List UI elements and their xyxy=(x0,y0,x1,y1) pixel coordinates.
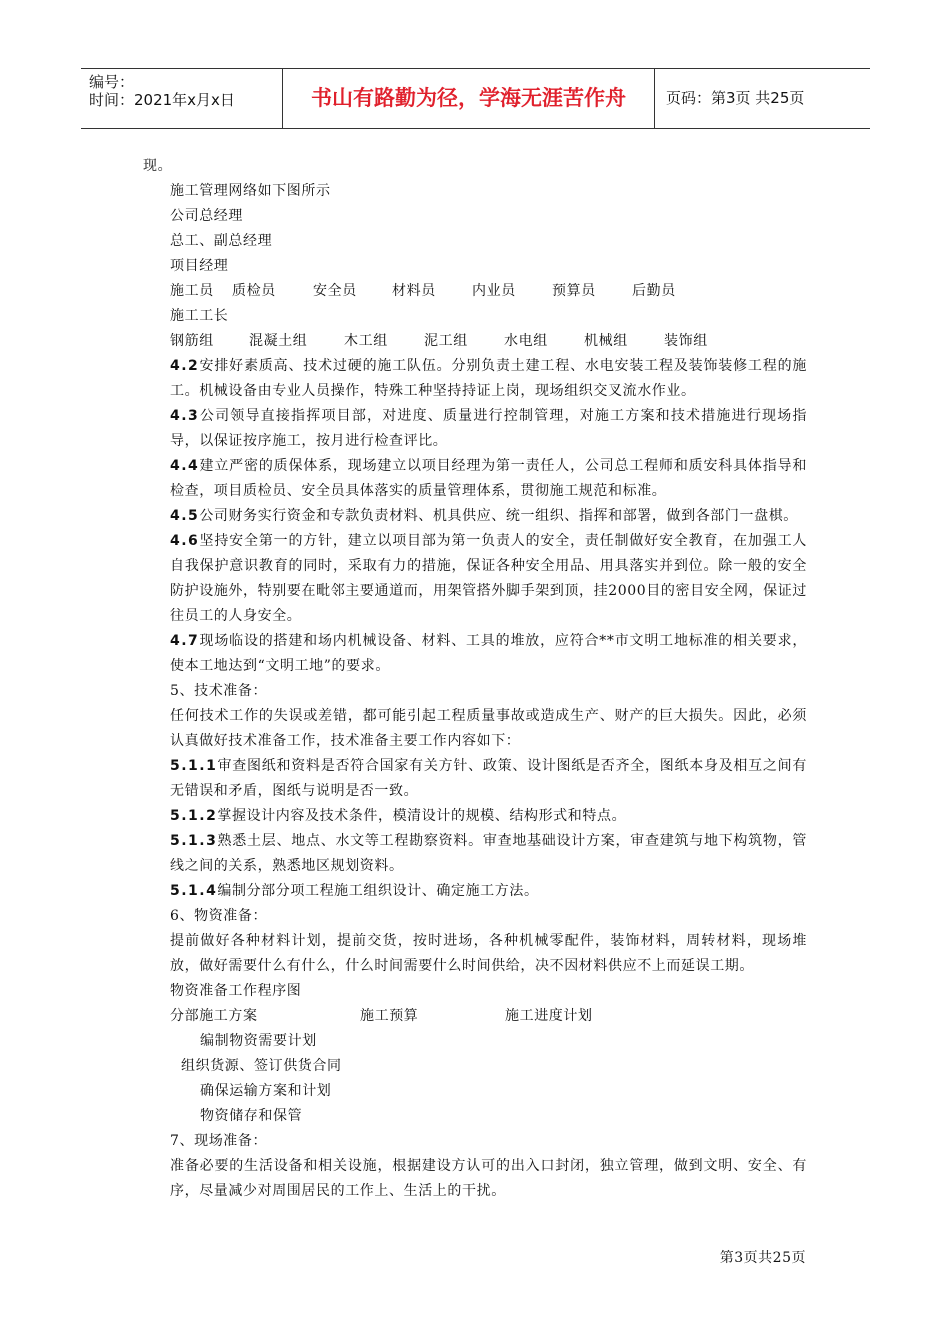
paragraph-6: 提前做好各种材料计划，提前交货，按时进场，各种机械零配件，装饰材料，周转材料，现场堆放，做好需要什么有什么，什么时间需要什么时间供给，决不因材料供应不上而延误工期。 xyxy=(170,933,807,974)
paragraph-text: 审查图纸和资料是否符合国家有关方针、政策、设计图纸是否齐全，图纸本身及相互之间有无错误和矛盾，图纸与说明是否一致。 xyxy=(170,758,807,799)
flowchart-node: 编制物资需要计划 xyxy=(200,1033,317,1049)
paragraph-text: 安排好素质高、技术过硬的施工队伍。分别负责土建工程、水电安装工程及装饰装修工程的施工。机械设备由专业人员操作，特殊工种坚持持证上岗，现场组织交叉流水作业。 xyxy=(170,358,807,399)
paragraph-text: 公司领导直接指挥项目部，对进度、质量进行控制管理，对施工方案和技术措施进行现场指导，以保证按序施工，按月进行检查评比。 xyxy=(170,408,807,449)
document-body xyxy=(143,154,807,1204)
org-chart-team-row xyxy=(143,329,807,354)
flowchart-node: 组织货源、签订供货合同 xyxy=(181,1058,342,1074)
paragraph-5-1-3 xyxy=(143,829,807,879)
org-chart-node: 木工组 xyxy=(344,333,388,349)
paragraph-text: 建立严密的质保体系，现场建立以项目经理为第一责任人，公司总工程师和质安科具体指导和检查，项目质检员、安全员具体落实的质量管理体系，贯彻施工规范和标准。 xyxy=(170,458,807,499)
org-chart-node: 项目经理 xyxy=(170,258,229,274)
org-chart-node: 预算员 xyxy=(552,283,596,299)
flowchart-title: 物资准备工作程序图 xyxy=(170,983,302,999)
paragraph-text: 现场临设的搭建和场内机械设备、材料、工具的堆放，应符合**市文明工地标准的相关要求，使本工地达到“文明工地”的要求。 xyxy=(170,633,807,674)
org-chart-node: 质检员 xyxy=(232,283,276,299)
org-chart-node: 施工员 xyxy=(170,283,214,299)
paragraph-5-1-2 xyxy=(143,804,807,829)
section-heading-6: 6、物资准备： xyxy=(170,908,268,924)
org-chart-node: 公司总经理 xyxy=(170,208,243,224)
clause-number: 4.3 xyxy=(170,408,200,424)
clause-number: 5.1.2 xyxy=(170,808,218,824)
org-chart-node: 总工、副总经理 xyxy=(170,233,273,249)
paragraph-4-6 xyxy=(143,529,807,629)
document-date: 时间：2021年x月x日 xyxy=(89,91,235,109)
paragraph-text: 编制分部分项工程施工组织设计、确定施工方法。 xyxy=(217,883,539,899)
paragraph-4-7 xyxy=(143,629,807,679)
header-meta xyxy=(81,69,283,128)
org-chart-node: 装饰组 xyxy=(664,333,708,349)
flowchart-node: 施工预算 xyxy=(360,1008,419,1024)
paragraph-7: 准备必要的生活设备和相关设施，根据建设方认可的出入口封闭，独立管理，做到文明、安全、有序，尽量减少对周围居民的工作上、生活上的干扰。 xyxy=(170,1158,807,1199)
clause-number: 5.1.3 xyxy=(170,833,218,849)
flowchart-node: 确保运输方案和计划 xyxy=(200,1083,332,1099)
header-page-number: 页码：第3页 共25页 xyxy=(666,89,805,107)
paragraph-4-5 xyxy=(143,504,807,529)
paragraph-text: 公司财务实行资金和专款负责材料、机具供应、统一组织、指挥和部署，做到各部门一盘棋。 xyxy=(199,508,798,524)
org-chart-node: 水电组 xyxy=(504,333,548,349)
paragraph-text: 掌握设计内容及技术条件，模清设计的规模、结构形式和特点。 xyxy=(217,808,627,824)
paragraph-text: 熟悉土层、地点、水文等工程勘察资料。审查地基础设计方案，审查建筑与地下构筑物，管线之间的关系，熟悉地区规划资料。 xyxy=(170,833,807,874)
org-chart-node: 后勤员 xyxy=(632,283,676,299)
paragraph-text: 坚持安全第一的方针，建立以项目部为第一负责人的安全，责任制做好安全教育，在加强工人自我保护意识教育的同时，采取有力的措施，保证各种安全用品、用具落实并到位。除一般的安全防护设施外，特别要在毗邻主要通道而，用架管搭外脚手架到顶，挂2000目的密目安全网，保证过往员工的人身安全。 xyxy=(170,533,807,624)
org-chart-node: 内业员 xyxy=(472,283,516,299)
clause-number: 4.7 xyxy=(170,633,200,649)
page-header xyxy=(81,68,870,129)
page-footer-number: 第3页共25页 xyxy=(719,1250,806,1266)
paragraph-4-3 xyxy=(143,404,807,454)
org-chart-node: 材料员 xyxy=(392,283,436,299)
document-number: 编号： xyxy=(89,73,135,91)
clause-number: 4.4 xyxy=(170,458,200,474)
flowchart-node: 分部施工方案 xyxy=(170,1008,258,1024)
text-line: 施工管理网络如下图所示 xyxy=(170,183,331,199)
clause-number: 5.1.4 xyxy=(170,883,218,899)
section-heading-7: 7、现场准备： xyxy=(170,1133,268,1149)
flowchart-node: 物资储存和保管 xyxy=(200,1108,303,1124)
header-motto-cell xyxy=(283,69,655,128)
org-chart-node: 混凝土组 xyxy=(249,333,308,349)
paragraph-5-1-4 xyxy=(143,879,807,904)
clause-number: 4.6 xyxy=(170,533,200,549)
text-line: 现。 xyxy=(143,158,173,174)
header-motto: 书山有路勤为径，学海无涯苦作舟 xyxy=(311,86,626,110)
clause-number: 4.5 xyxy=(170,508,200,524)
flowchart-node: 施工进度计划 xyxy=(505,1008,593,1024)
section-heading-5: 5、技术准备： xyxy=(170,683,268,699)
flowchart-top-row xyxy=(143,1004,807,1029)
org-chart-node: 施工工长 xyxy=(170,308,229,324)
paragraph-5-1-1 xyxy=(143,754,807,804)
clause-number: 5.1.1 xyxy=(170,758,218,774)
org-chart-node: 机械组 xyxy=(584,333,628,349)
org-chart-node: 钢筋组 xyxy=(170,333,214,349)
paragraph-4-4 xyxy=(143,454,807,504)
paragraph-5: 任何技术工作的失误或差错，都可能引起工程质量事故或造成生产、财产的巨大损失。因此，必须认真做好技术准备工作，技术准备主要工作内容如下： xyxy=(170,708,807,749)
org-chart-node: 泥工组 xyxy=(424,333,468,349)
paragraph-4-2 xyxy=(143,354,807,404)
org-chart-node: 安全员 xyxy=(313,283,357,299)
org-chart-staff-row xyxy=(143,279,807,304)
clause-number: 4.2 xyxy=(170,358,200,374)
